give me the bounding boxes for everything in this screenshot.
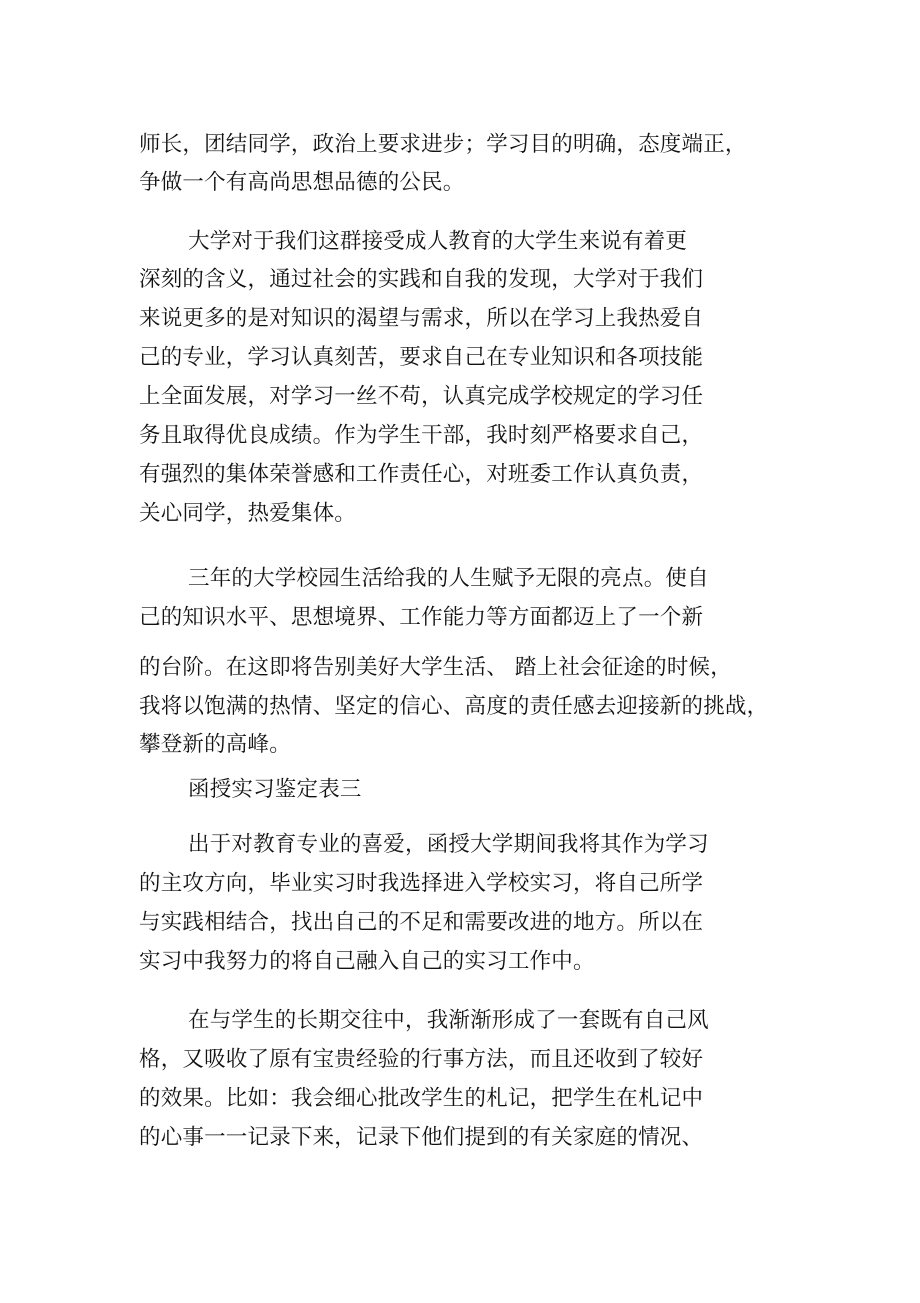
text-line: 务且取得优良成绩。作为学生干部，我时刻严格要求自己， <box>139 423 704 448</box>
text-line: 有强烈的集体荣誉感和工作责任心，对班委工作认真负责， <box>139 462 704 487</box>
text-line: 的主攻方向，毕业实习时我选择进入学校实习，将自己所学 <box>139 871 704 896</box>
text-line: 争做一个有高尚思想品德的公民。 <box>139 170 465 195</box>
text-line: 己的专业，学习认真刻苦，要求自己在专业知识和各项技能 <box>139 345 704 370</box>
paragraph-first-line: 在与学生的长期交往中，我渐渐形成了一套既有自己风 <box>188 1008 709 1033</box>
text-line: 来说更多的是对知识的渴望与需求，所以在学习上我热爱自 <box>139 306 704 331</box>
text-line: 我将以饱满的热情、坚定的信心、高度的责任感去迎接新的挑战， <box>139 694 769 719</box>
paragraph-first-line: 大学对于我们这群接受成人教育的大学生来说有着更 <box>188 229 688 254</box>
text-line: 的效果。比如：我会细心批改学生的札记，把学生在札记中 <box>139 1086 704 1111</box>
text-line: 的台阶。在这即将告别美好大学生活、 踏上社会征途的时候， <box>139 655 732 680</box>
text-line: 攀登新的高峰。 <box>139 732 291 757</box>
text-line: 上全面发展，对学习一丝不苟，认真完成学校规定的学习任 <box>139 384 704 409</box>
paragraph-first-line: 出于对教育专业的喜爱，函授大学期间我将其作为学习 <box>188 832 709 857</box>
text-line: 的心事一一记录下来，记录下他们提到的有关家庭的情况、 <box>139 1125 704 1150</box>
text-line: 师长，团结同学，政治上要求进步；学习目的明确，态度端正， <box>139 132 747 157</box>
text-line: 格，又吸收了原有宝贵经验的行事方法，而且还收到了较好 <box>139 1047 704 1072</box>
text-line: 深刻的含义，通过社会的实践和自我的发现，大学对于我们 <box>139 267 704 292</box>
text-line: 己的知识水平、思想境界、工作能力等方面都迈上了一个新 <box>139 605 704 630</box>
text-line: 关心同学，热爱集体。 <box>139 501 357 526</box>
text-line: 与实践相结合，找出自己的不足和需要改进的地方。所以在 <box>139 910 704 935</box>
paragraph-first-line: 三年的大学校园生活给我的人生赋予无限的亮点。使自 <box>188 566 709 591</box>
text-line: 实习中我努力的将自己融入自己的实习工作中。 <box>139 949 595 974</box>
section-heading: 函授实习鉴定表三 <box>188 777 362 802</box>
